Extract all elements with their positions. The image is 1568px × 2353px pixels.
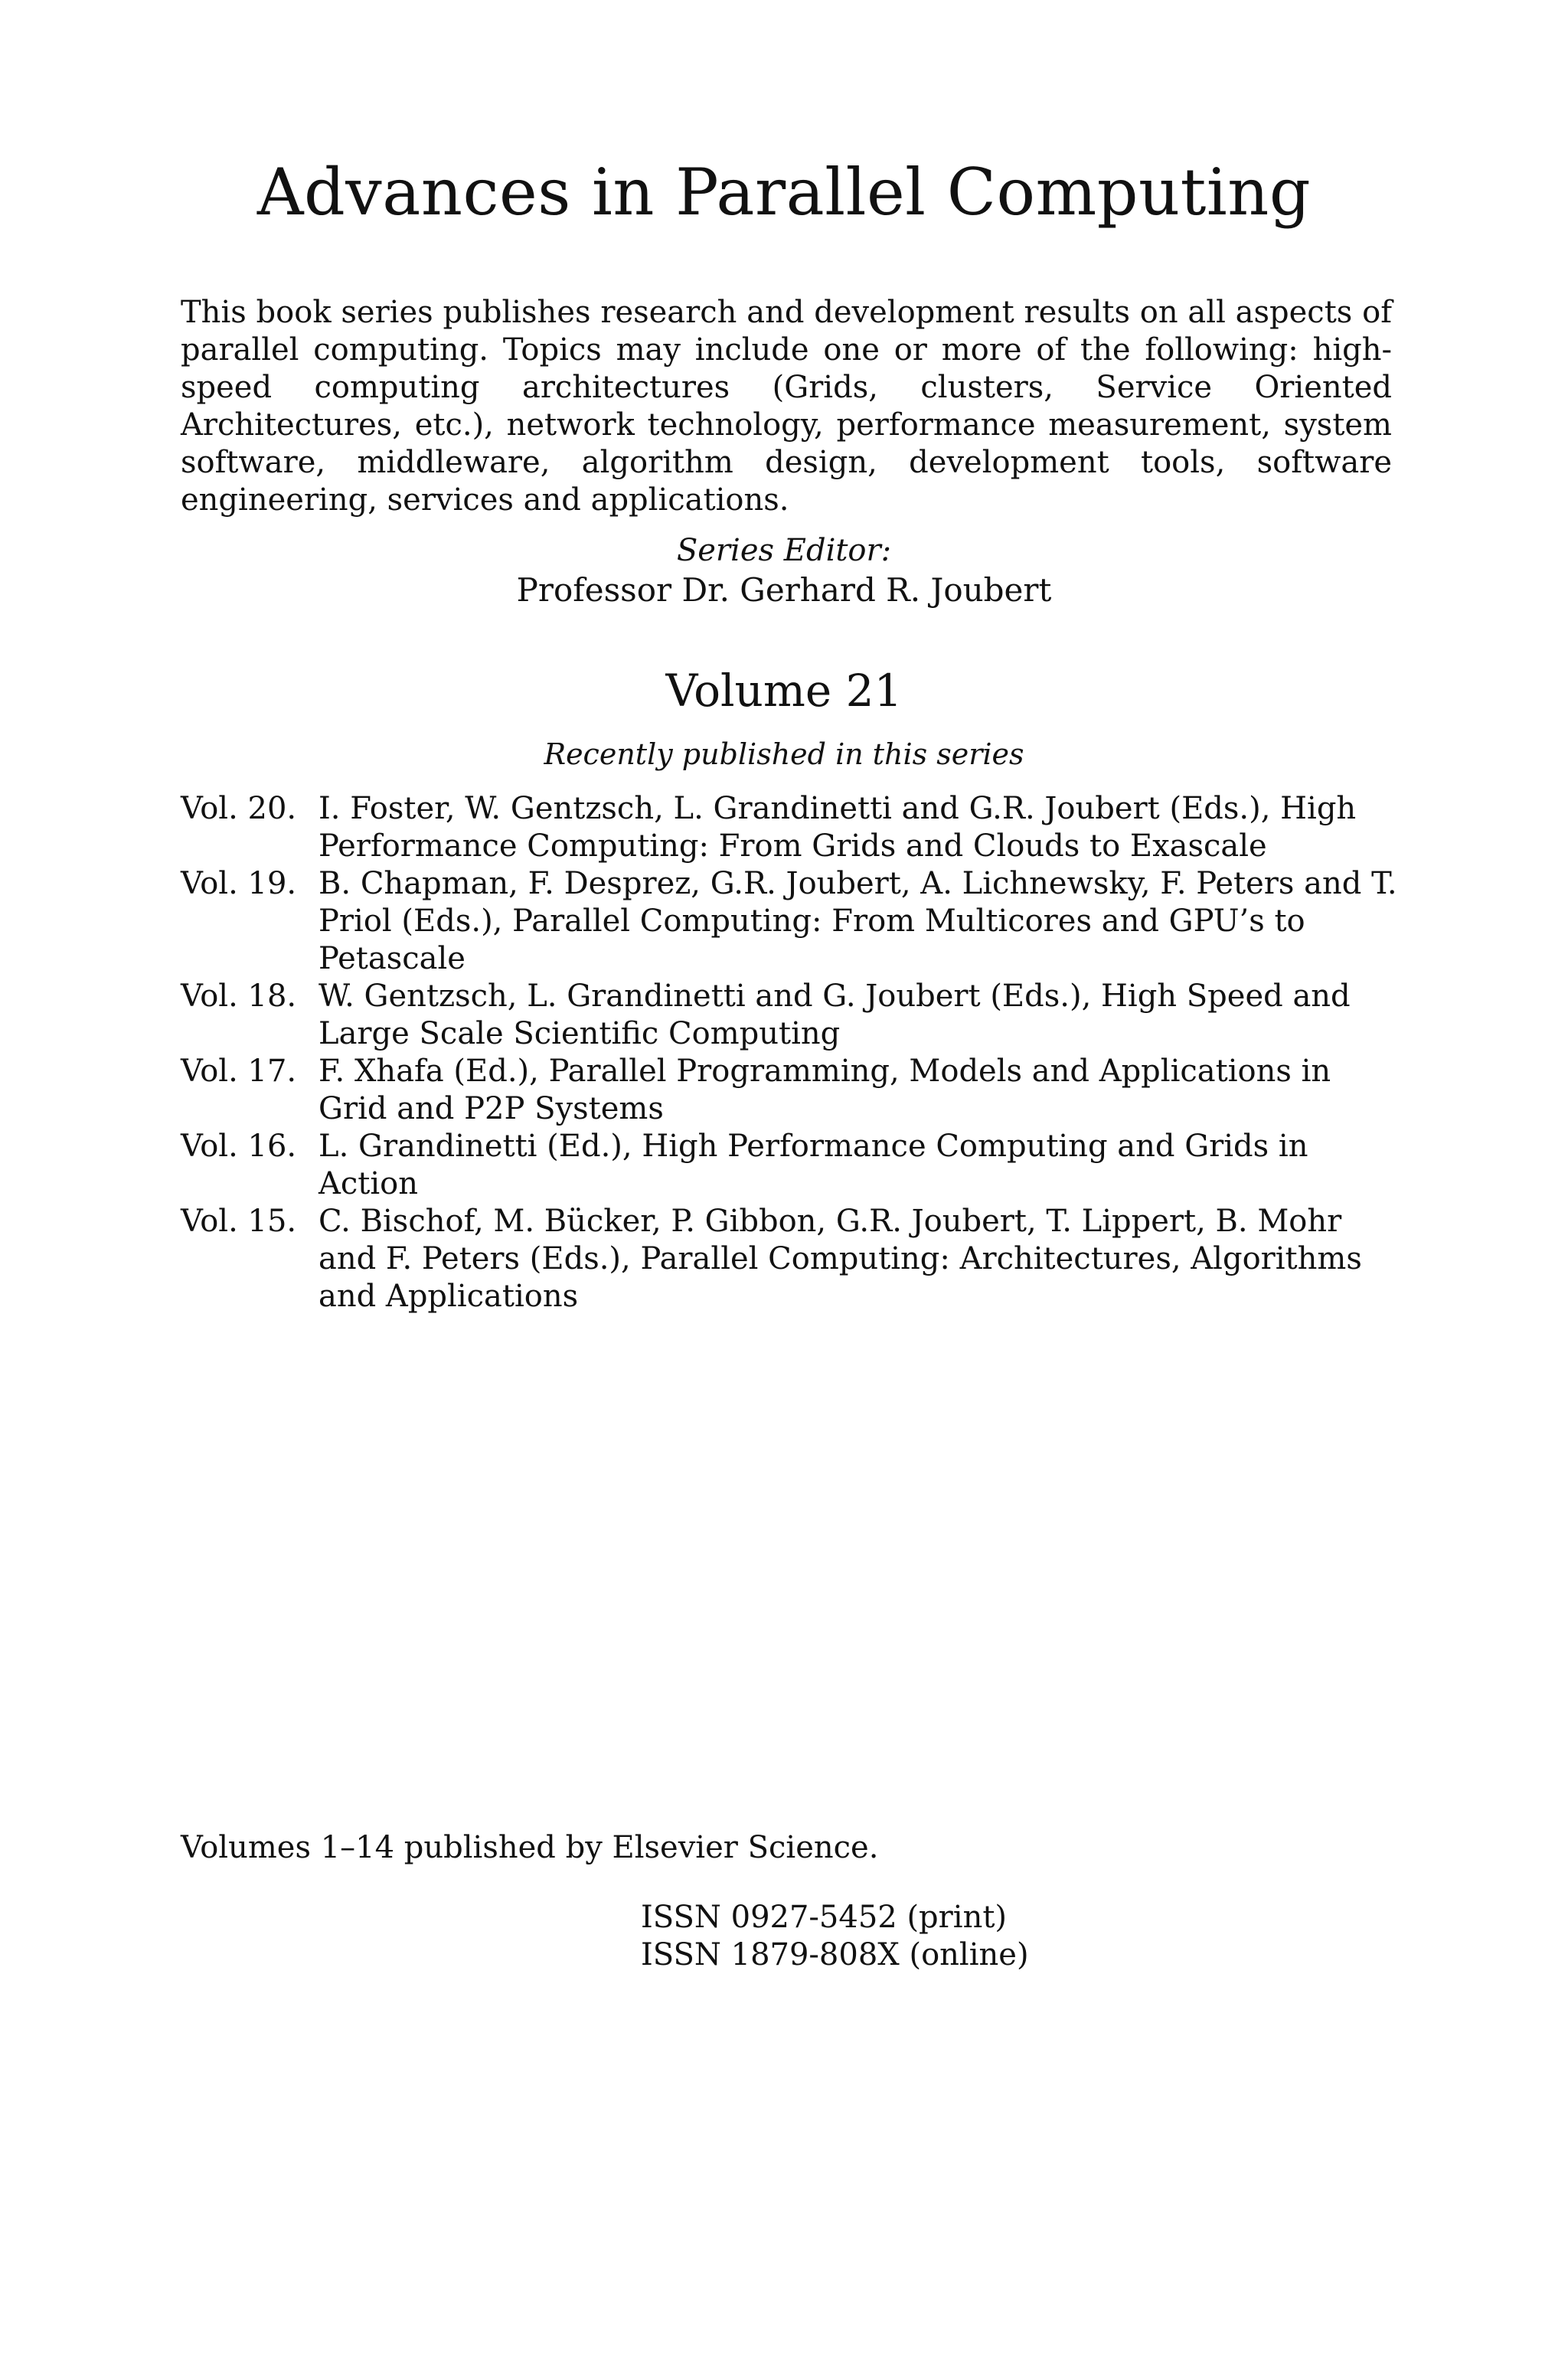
volume-list-text: B. Chapman, F. Desprez, G.R. Joubert, A. Lichnewsky, F. Peters and T. Priol (Eds.), Parallel Computing: From Multicores and GPU’s to Petascale xyxy=(318,866,1397,976)
issn-print: ISSN 0927-5452 (print) xyxy=(641,1900,1008,1935)
volume-list-number: Vol. 17. xyxy=(181,1054,297,1089)
volume-list-text: I. Foster, W. Gentzsch, L. Grandinetti and G.R. Joubert (Eds.), High Performance Computing: From Grids and Clouds to Exascale xyxy=(318,791,1357,864)
volume-list-item xyxy=(181,1053,1406,1128)
volume-list xyxy=(181,790,1406,1315)
volume-number: Volume 21 xyxy=(665,665,903,717)
series-description: This book series publishes research and development results on all aspects of parallel computing. Topics may include one or more of the following: high-speed computing architectures (Grids, clusters, Service Oriented Architectures, etc.), network technology, performance measurement, system software, middleware, algorithm design, development tools, software engineering, services and applications. xyxy=(181,295,1392,518)
publisher-note: Volumes 1–14 published by Elsevier Science. xyxy=(181,1830,879,1865)
volume-list-item xyxy=(181,1128,1406,1203)
recently-published-heading: Recently published in this series xyxy=(544,737,1024,771)
volume-list-text: F. Xhafa (Ed.), Parallel Programming, Models and Applications in Grid and P2P Systems xyxy=(318,1054,1331,1126)
volume-list-item xyxy=(181,790,1406,865)
issn-online: ISSN 1879-808X (online) xyxy=(641,1937,1029,1972)
issn-block xyxy=(641,1899,1029,1974)
volume-list-number: Vol. 19. xyxy=(181,866,297,901)
series-editor-label: Series Editor: xyxy=(676,533,892,568)
volume-list-number: Vol. 20. xyxy=(181,791,297,826)
volume-list-number: Vol. 15. xyxy=(181,1204,297,1239)
volume-list-text: L. Grandinetti (Ed.), High Performance Computing and Grids in Action xyxy=(318,1129,1308,1201)
volume-list-item xyxy=(181,978,1406,1053)
volume-list-number: Vol. 16. xyxy=(181,1129,297,1164)
series-editor-name: Professor Dr. Gerhard R. Joubert xyxy=(516,571,1052,609)
volume-list-item xyxy=(181,1203,1406,1315)
volume-list-item xyxy=(181,865,1406,978)
volume-list-text: C. Bischof, M. Bücker, P. Gibbon, G.R. Joubert, T. Lippert, B. Mohr and F. Peters (Eds.), Parallel Computing: Architectures, Algorithms and Applications xyxy=(318,1204,1362,1314)
volume-list-number: Vol. 18. xyxy=(181,979,297,1014)
volume-list-text: W. Gentzsch, L. Grandinetti and G. Joubert (Eds.), High Speed and Large Scale Scientific Computing xyxy=(318,979,1351,1051)
series-title: Advances in Parallel Computing xyxy=(256,155,1312,230)
